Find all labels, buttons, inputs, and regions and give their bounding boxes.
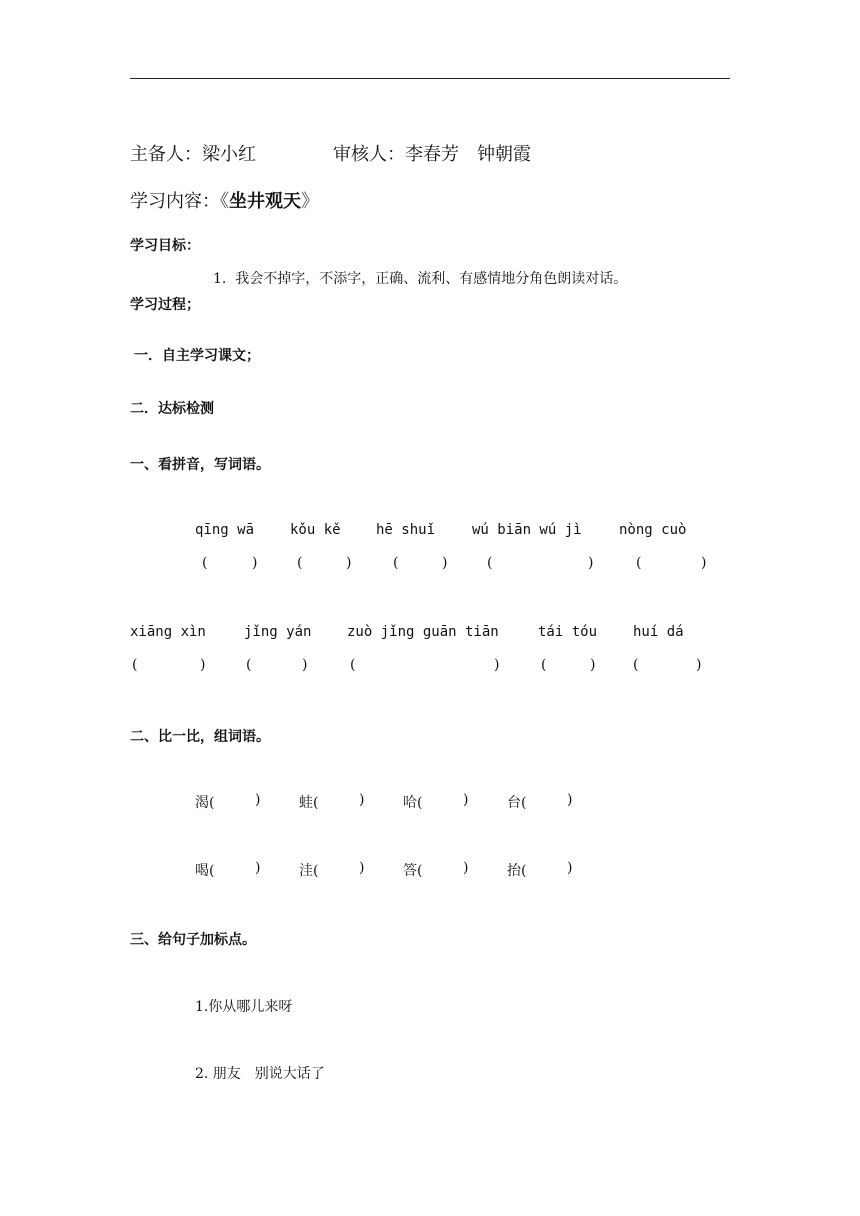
- pinyin-item: xiāng xìn: [130, 624, 206, 640]
- goals-heading: 学习目标：: [130, 238, 200, 254]
- answer-bracket-open: (: [636, 555, 642, 571]
- section1-heading: 一、看拼音，写词语。: [130, 457, 270, 473]
- answer-bracket-close: ): [252, 555, 258, 571]
- answer-bracket-close: ): [346, 555, 352, 571]
- pinyin-item: jǐng yán: [244, 624, 312, 640]
- content-label: 学习内容：《: [130, 191, 229, 212]
- compare-char: 哈(: [403, 795, 423, 811]
- answer-bracket-open: (: [246, 657, 252, 673]
- answer-bracket-close: ): [696, 657, 702, 673]
- answer-bracket-open: (: [132, 657, 138, 673]
- answer-bracket-open: (: [487, 555, 493, 571]
- preparer: 主备人：梁小红: [130, 144, 256, 165]
- pinyin-item: wú biān wú jì: [472, 522, 582, 538]
- pinyin-item: kǒu kě: [290, 522, 341, 538]
- section3-heading: 三、给句子加标点。: [130, 932, 256, 948]
- sentence-2: 2. 朋友 别说大话了: [195, 1066, 325, 1082]
- answer-bracket-close: ): [590, 657, 596, 673]
- reviewers: 审核人：李春芳 钟朝霞: [333, 144, 531, 165]
- goal-item-1: 1. 我会不掉字，不添字，正确、流利、有感情地分角色朗读对话。: [213, 271, 628, 287]
- compare-close: ): [463, 860, 469, 876]
- pinyin-item: nòng cuò: [619, 522, 687, 538]
- pinyin-item: tái tóu: [538, 624, 598, 640]
- answer-bracket-open: (: [350, 657, 356, 673]
- compare-close: ): [359, 792, 365, 808]
- pinyin-item: qīng wā: [195, 522, 255, 538]
- answer-bracket-close: ): [494, 657, 500, 673]
- compare-char: 台(: [507, 795, 527, 811]
- sentence-1: 1.你从哪儿来呀: [195, 999, 293, 1015]
- answer-bracket-open: (: [393, 555, 399, 571]
- compare-close: ): [567, 792, 573, 808]
- pinyin-item: zuò jǐng guān tiān: [347, 624, 499, 640]
- pinyin-item: huí dá: [633, 624, 684, 640]
- answer-bracket-open: (: [541, 657, 547, 673]
- answer-bracket-open: (: [202, 555, 208, 571]
- section2-heading: 二、比一比，组词语。: [130, 729, 270, 745]
- answer-bracket-open: (: [633, 657, 639, 673]
- process-step-2: 二．达标检测: [130, 401, 214, 417]
- process-heading: 学习过程；: [130, 297, 200, 313]
- content-close: 》: [301, 191, 319, 212]
- process-step-1: 一．自主学习课文；: [134, 348, 260, 364]
- compare-char: 喝(: [195, 863, 215, 879]
- content-title: 坐井观天: [229, 191, 301, 212]
- compare-char: 答(: [403, 863, 423, 879]
- answer-bracket-close: ): [701, 555, 707, 571]
- compare-close: ): [255, 860, 261, 876]
- compare-close: ): [255, 792, 261, 808]
- answer-bracket-close: ): [442, 555, 448, 571]
- answer-bracket-open: (: [297, 555, 303, 571]
- answer-bracket-close: ): [302, 657, 308, 673]
- header-rule: [130, 78, 730, 79]
- compare-close: ): [359, 860, 365, 876]
- compare-close: ): [463, 792, 469, 808]
- answer-bracket-close: ): [200, 657, 206, 673]
- compare-close: ): [567, 860, 573, 876]
- content-line: [130, 187, 319, 213]
- compare-char: 蛙(: [299, 795, 319, 811]
- compare-char: 抬(: [507, 863, 527, 879]
- answer-bracket-close: ): [588, 555, 594, 571]
- pinyin-item: hē shuǐ: [376, 522, 436, 538]
- compare-char: 洼(: [299, 863, 319, 879]
- compare-char: 渴(: [195, 795, 215, 811]
